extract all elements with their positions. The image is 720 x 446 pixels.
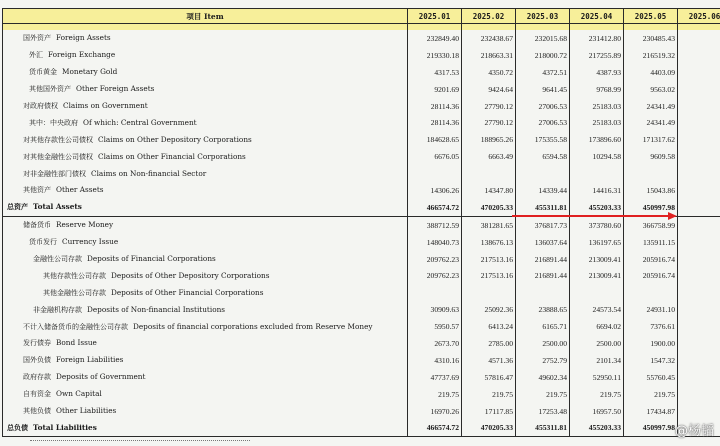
value-cell: 218000.72 (516, 47, 570, 64)
value-cell: 5950.57 (408, 318, 462, 335)
row-label-zh: 金融性公司存款 (33, 255, 82, 263)
value-cell: 4403.09 (624, 64, 678, 81)
table-row (3, 352, 720, 369)
value-cell: 27790.12 (462, 114, 516, 131)
row-label-en: Reserve Money (56, 220, 113, 229)
value-cell (678, 403, 720, 420)
value-cell: 2101.34 (570, 352, 624, 369)
watermark: @杨韬 (675, 420, 714, 439)
value-cell (624, 165, 678, 182)
row-label (3, 301, 408, 318)
period-header: 2025.01 (408, 9, 462, 24)
value-cell: 136037.64 (516, 234, 570, 251)
value-cell: 24931.10 (624, 301, 678, 318)
row-label-zh: 发行债券 (23, 339, 51, 347)
value-cell: 6165.71 (516, 318, 570, 335)
value-cell: 25183.03 (570, 114, 624, 131)
value-cell (678, 81, 720, 98)
row-label (3, 386, 408, 403)
value-cell: 2500.00 (516, 335, 570, 352)
period-header: 2025.02 (462, 9, 516, 24)
value-cell: 24341.49 (624, 98, 678, 115)
row-label (3, 251, 408, 268)
value-cell: 9424.64 (462, 81, 516, 98)
value-cell: 55760.45 (624, 369, 678, 386)
value-cell: 17117.85 (462, 403, 516, 420)
row-label-zh: 其他负债 (23, 407, 51, 415)
value-cell: 213009.41 (570, 251, 624, 268)
value-cell: 188965.26 (462, 131, 516, 148)
value-cell (516, 165, 570, 182)
value-cell (678, 352, 720, 369)
value-cell: 9768.99 (570, 81, 624, 98)
value-cell (462, 284, 516, 301)
value-cell: 217513.16 (462, 267, 516, 284)
value-cell: 209762.23 (408, 251, 462, 268)
value-cell (624, 284, 678, 301)
item-column-header: 项目 Item (3, 9, 408, 24)
value-cell (678, 182, 720, 199)
value-cell: 27790.12 (462, 98, 516, 115)
value-cell: 6413.24 (462, 318, 516, 335)
value-cell: 15043.86 (624, 182, 678, 199)
value-cell: 455203.33 (570, 199, 624, 216)
value-cell: 9641.45 (516, 81, 570, 98)
annotation-underline (512, 215, 670, 217)
value-cell (678, 131, 720, 148)
value-cell: 4372.51 (516, 64, 570, 81)
value-cell: 6663.49 (462, 148, 516, 165)
row-label-en: Other Liabilities (56, 406, 116, 415)
value-cell: 24341.49 (624, 114, 678, 131)
value-cell: 216891.44 (516, 251, 570, 268)
row-label-zh: 国外负债 (23, 356, 51, 364)
row-label (3, 403, 408, 420)
period-header: 2025.04 (570, 9, 624, 24)
value-cell: 205916.74 (624, 251, 678, 268)
value-cell: 213009.41 (570, 267, 624, 284)
value-cell: 4317.53 (408, 64, 462, 81)
table-row (3, 335, 720, 352)
row-label (3, 114, 408, 131)
row-label-zh: 总资产 (7, 203, 28, 211)
value-cell (678, 114, 720, 131)
row-label (3, 148, 408, 165)
table-row (3, 47, 720, 64)
row-label (3, 30, 408, 47)
value-cell: 2500.00 (570, 335, 624, 352)
row-label-en: Total Assets (33, 202, 82, 211)
row-label-en: Deposits of Financial Corporations (87, 254, 216, 263)
row-label (3, 81, 408, 98)
row-label (3, 47, 408, 64)
value-cell (516, 284, 570, 301)
value-cell (678, 234, 720, 251)
value-cell (678, 216, 720, 233)
table-row (3, 301, 720, 318)
period-header: 2025.03 (516, 9, 570, 24)
row-label-en: Claims on Non-financial Sector (91, 169, 206, 178)
footer-cutoff (30, 440, 250, 446)
value-cell: 4310.16 (408, 352, 462, 369)
value-cell (678, 318, 720, 335)
row-label-en: Claims on Government (63, 101, 148, 110)
value-cell: 205916.74 (624, 267, 678, 284)
value-cell: 14416.31 (570, 182, 624, 199)
value-cell: 16970.26 (408, 403, 462, 420)
row-label-en: Other Foreign Assets (76, 84, 154, 93)
value-cell: 450997.98 (624, 419, 678, 436)
row-label-en: Currency Issue (62, 237, 118, 246)
row-label-zh: 其他存款性公司存款 (43, 272, 106, 280)
value-cell: 388712.59 (408, 216, 462, 233)
row-label-zh: 对其他存款性公司债权 (23, 136, 93, 144)
table-row (3, 98, 720, 115)
value-cell: 184628.65 (408, 131, 462, 148)
value-cell: 27006.53 (516, 114, 570, 131)
row-label-zh: 自有资金 (23, 390, 51, 398)
value-cell: 30909.63 (408, 301, 462, 318)
row-label (3, 284, 408, 301)
table-row (3, 216, 720, 233)
table-row (3, 182, 720, 199)
value-cell: 209762.23 (408, 267, 462, 284)
value-cell (678, 165, 720, 182)
row-label (3, 165, 408, 182)
table-row (3, 369, 720, 386)
row-label (3, 98, 408, 115)
table-row (3, 251, 720, 268)
value-cell (678, 98, 720, 115)
value-cell: 9609.58 (624, 148, 678, 165)
value-cell: 216519.32 (624, 47, 678, 64)
value-cell: 6694.02 (570, 318, 624, 335)
row-label (3, 234, 408, 251)
value-cell: 232849.40 (408, 30, 462, 47)
value-cell (678, 335, 720, 352)
value-cell: 231412.80 (570, 30, 624, 47)
row-label-en: Own Capital (56, 389, 102, 398)
table-row (3, 64, 720, 81)
value-cell (570, 284, 624, 301)
value-cell: 17253.48 (516, 403, 570, 420)
value-cell: 14339.44 (516, 182, 570, 199)
table-row (3, 81, 720, 98)
value-cell: 25092.36 (462, 301, 516, 318)
value-cell: 4387.93 (570, 64, 624, 81)
row-label-en: Claims on Other Depository Corporations (98, 135, 252, 144)
period-header: 2025.05 (624, 9, 678, 24)
value-cell: 1547.32 (624, 352, 678, 369)
row-label-zh: 其他资产 (23, 186, 51, 194)
header-row (3, 9, 720, 24)
value-cell: 175355.58 (516, 131, 570, 148)
value-cell: 218663.31 (462, 47, 516, 64)
value-cell: 466574.72 (408, 199, 462, 216)
row-label-en: Foreign Exchange (48, 50, 115, 59)
value-cell: 16957.50 (570, 403, 624, 420)
value-cell: 219.75 (408, 386, 462, 403)
value-cell: 171317.62 (624, 131, 678, 148)
value-cell: 219330.18 (408, 47, 462, 64)
row-label (3, 318, 408, 335)
value-cell: 173896.60 (570, 131, 624, 148)
row-label (3, 369, 408, 386)
row-label-zh: 非金融机构存款 (33, 306, 82, 314)
table-row (3, 318, 720, 335)
table-row (3, 114, 720, 131)
value-cell: 27006.53 (516, 98, 570, 115)
value-cell: 148040.73 (408, 234, 462, 251)
value-cell: 4571.36 (462, 352, 516, 369)
row-label-zh: 货币发行 (29, 238, 57, 246)
row-label-zh: 货币黄金 (29, 68, 57, 76)
row-label-zh: 其中：中央政府 (29, 119, 78, 127)
value-cell: 373780.60 (570, 216, 624, 233)
value-cell: 217513.16 (462, 251, 516, 268)
value-cell (678, 64, 720, 81)
value-cell (678, 284, 720, 301)
row-label (3, 182, 408, 199)
value-cell (678, 267, 720, 284)
value-cell: 366758.99 (624, 216, 678, 233)
value-cell: 1900.00 (624, 335, 678, 352)
period-header: 2025.06 (678, 9, 720, 24)
row-label-zh: 不计入储备货币的金融性公司存款 (23, 323, 128, 331)
table-row (3, 419, 720, 436)
value-cell: 2785.00 (462, 335, 516, 352)
table-row (3, 386, 720, 403)
row-label-zh: 政府存款 (23, 373, 51, 381)
value-cell: 470205.33 (462, 419, 516, 436)
table-row (3, 165, 720, 182)
value-cell (678, 30, 720, 47)
row-label-zh: 对政府债权 (23, 102, 58, 110)
value-cell: 216891.44 (516, 267, 570, 284)
row-label-en: Foreign Assets (56, 33, 111, 42)
row-label-zh: 其他金融性公司存款 (43, 289, 106, 297)
value-cell: 10294.58 (570, 148, 624, 165)
row-label-zh: 外汇 (29, 51, 43, 59)
value-cell: 136197.65 (570, 234, 624, 251)
value-cell (408, 165, 462, 182)
value-cell: 49602.34 (516, 369, 570, 386)
value-cell: 23888.65 (516, 301, 570, 318)
value-cell: 7376.61 (624, 318, 678, 335)
value-cell: 219.75 (570, 386, 624, 403)
table-row (3, 267, 720, 284)
value-cell: 219.75 (624, 386, 678, 403)
row-label-en: Of which: Central Government (83, 118, 197, 127)
row-label (3, 199, 408, 216)
row-label-en: Other Assets (56, 185, 104, 194)
value-cell: 135911.15 (624, 234, 678, 251)
row-label (3, 419, 408, 436)
value-cell: 28114.36 (408, 98, 462, 115)
value-cell: 219.75 (462, 386, 516, 403)
value-cell: 232015.68 (516, 30, 570, 47)
row-label-zh: 国外资产 (23, 34, 51, 42)
value-cell (678, 251, 720, 268)
value-cell: 455311.81 (516, 199, 570, 216)
value-cell (678, 301, 720, 318)
value-cell: 455311.81 (516, 419, 570, 436)
row-label-en: Deposits of Government (56, 372, 145, 381)
value-cell: 455203.33 (570, 419, 624, 436)
value-cell: 14347.80 (462, 182, 516, 199)
row-label-en: Deposits of Other Financial Corporations (111, 288, 264, 297)
value-cell: 219.75 (516, 386, 570, 403)
value-cell: 52950.11 (570, 369, 624, 386)
value-cell: 2673.70 (408, 335, 462, 352)
value-cell (678, 386, 720, 403)
value-cell: 6676.05 (408, 148, 462, 165)
table-row (3, 234, 720, 251)
value-cell: 466574.72 (408, 419, 462, 436)
row-label-zh: 其他国外资产 (29, 85, 71, 93)
row-label-en: Monetary Gold (62, 67, 117, 76)
value-cell: 4350.72 (462, 64, 516, 81)
value-cell: 14306.26 (408, 182, 462, 199)
row-label-zh: 对非金融性部门债权 (23, 170, 86, 178)
value-cell (408, 284, 462, 301)
row-label-en: Foreign Liabilities (56, 355, 123, 364)
value-cell: 2752.79 (516, 352, 570, 369)
value-cell: 47737.69 (408, 369, 462, 386)
table-row (3, 199, 720, 216)
table-row (3, 131, 720, 148)
value-cell: 450997.98 (624, 199, 678, 216)
row-label (3, 335, 408, 352)
row-label (3, 64, 408, 81)
annotation-arrow-icon (668, 212, 677, 220)
table-row (3, 148, 720, 165)
row-label-en: Deposits of Other Depository Corporations (111, 271, 270, 280)
value-cell: 232438.67 (462, 30, 516, 47)
row-label (3, 267, 408, 284)
value-cell: 24573.54 (570, 301, 624, 318)
row-label-zh: 储备货币 (23, 221, 51, 229)
value-cell (570, 165, 624, 182)
value-cell: 376817.73 (516, 216, 570, 233)
value-cell: 57816.47 (462, 369, 516, 386)
row-label-en: Bond Issue (56, 338, 97, 347)
value-cell (678, 148, 720, 165)
row-label (3, 131, 408, 148)
value-cell: 28114.36 (408, 114, 462, 131)
row-label-en: Deposits of Non-financial Institutions (87, 305, 225, 314)
value-cell: 230485.43 (624, 30, 678, 47)
table-row (3, 30, 720, 47)
row-label-en: Deposits of financial corporations excluded from Reserve Money (133, 322, 373, 331)
value-cell: 470205.33 (462, 199, 516, 216)
table-row (3, 403, 720, 420)
table-row (3, 284, 720, 301)
value-cell: 17434.87 (624, 403, 678, 420)
value-cell: 217255.89 (570, 47, 624, 64)
value-cell: 9563.02 (624, 81, 678, 98)
value-cell (678, 369, 720, 386)
row-label (3, 352, 408, 369)
row-label (3, 216, 408, 233)
row-label-en: Claims on Other Financial Corporations (98, 152, 246, 161)
value-cell: 138676.13 (462, 234, 516, 251)
value-cell (462, 165, 516, 182)
value-cell: 6594.58 (516, 148, 570, 165)
monetary-authority-balance-table (2, 8, 720, 437)
row-label-en: Total Liabilities (33, 423, 97, 432)
value-cell: 9201.69 (408, 81, 462, 98)
row-label-zh: 总负债 (7, 424, 28, 432)
value-cell: 25183.03 (570, 98, 624, 115)
value-cell: 381281.65 (462, 216, 516, 233)
row-label-zh: 对其他金融性公司债权 (23, 153, 93, 161)
value-cell (678, 47, 720, 64)
value-cell (678, 199, 720, 216)
